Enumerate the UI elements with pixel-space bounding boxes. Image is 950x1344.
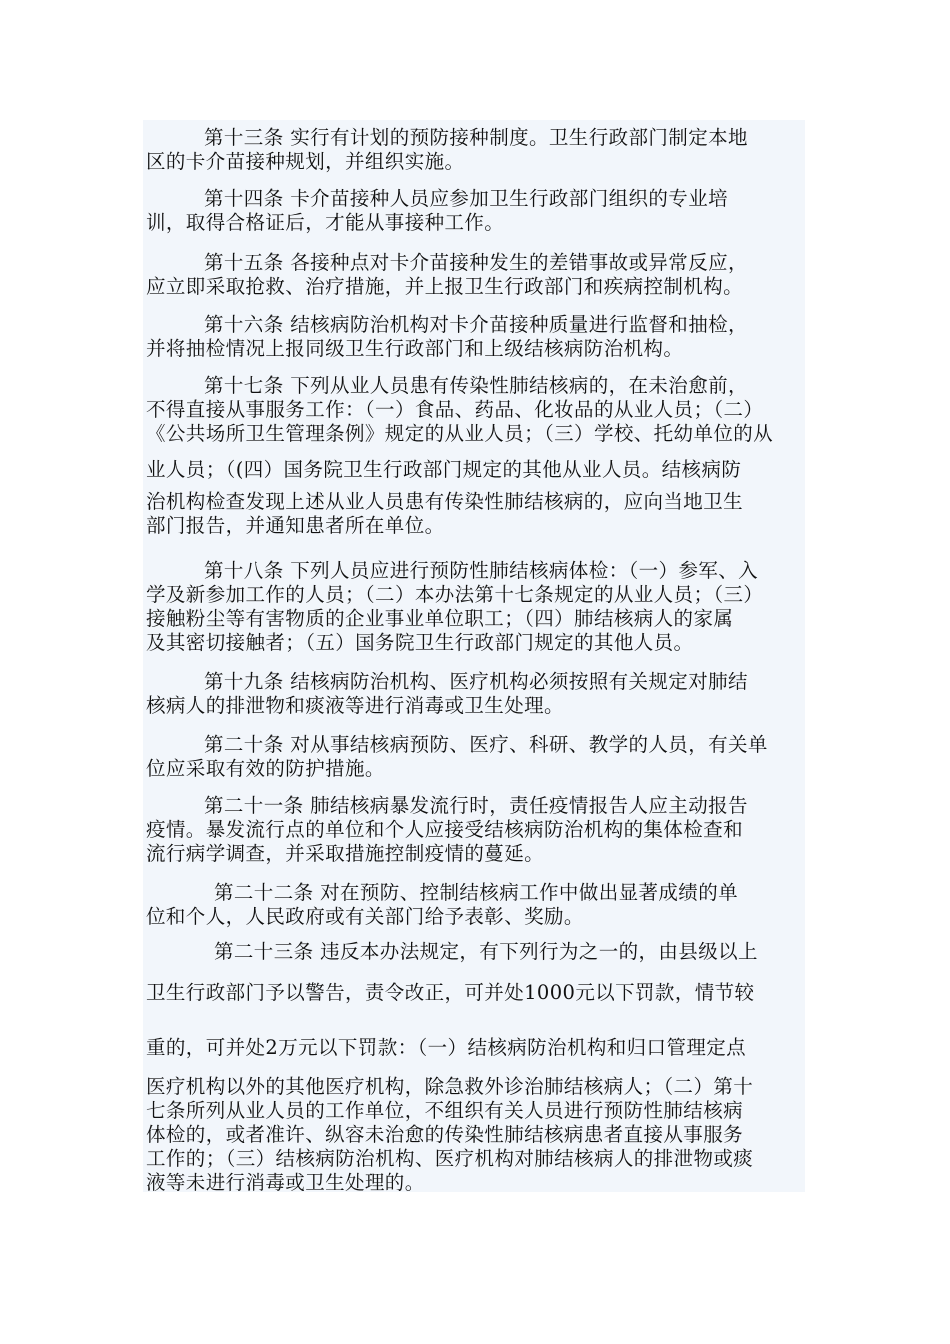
text-line: 部门报告，并通知患者所在单位。 bbox=[146, 514, 445, 537]
text-line: 工作的；（三）结核病防治机构、医疗机构对肺结核病人的排泄物或痰 bbox=[146, 1147, 754, 1170]
article-14 bbox=[146, 187, 806, 235]
text-line: 体检的，或者准许、纵容未治愈的传染性肺结核病患者直接从事服务 bbox=[146, 1123, 744, 1146]
text-line: 位应采取有效的防护措施。 bbox=[146, 757, 385, 780]
text-line: 液等未进行消毒或卫生处理的。 bbox=[146, 1171, 425, 1194]
text-line: 第十五条 各接种点对卡介苗接种发生的差错事故或异常反应， bbox=[204, 251, 748, 274]
text-line: 流行病学调查，并采取措施控制疫情的蔓延。 bbox=[146, 842, 545, 865]
text-line: 并将抽检情况上报同级卫生行政部门和上级结核病防治机构。 bbox=[146, 337, 684, 360]
article-17 bbox=[146, 374, 806, 538]
article-20 bbox=[146, 733, 806, 781]
text-line: 位和个人，人民政府或有关部门给予表彰、奖励。 bbox=[146, 905, 584, 928]
article-16 bbox=[146, 313, 806, 361]
text-line: 不得直接从事服务工作：（一）食品、药品、化妆品的从业人员；（二） bbox=[146, 398, 764, 421]
text-line: 第二十二条 对在预防、控制结核病工作中做出显著成绩的单 bbox=[214, 881, 738, 904]
text-line: 接触粉尘等有害物质的企业事业单位职工；（四）肺结核病人的家属 bbox=[146, 607, 734, 630]
text-line: 七条所列从业人员的工作单位，不组织有关人员进行预防性肺结核病 bbox=[146, 1099, 744, 1122]
text-line: 第十四条 卡介苗接种人员应参加卫生行政部门组织的专业培 bbox=[204, 187, 728, 210]
article-15 bbox=[146, 251, 806, 299]
text-line: 第十三条 实行有计划的预防接种制度。卫生行政部门制定本地 bbox=[204, 126, 748, 149]
text-line: 医疗机构以外的其他医疗机构，除急救外诊治肺结核病人；（二）第十 bbox=[146, 1075, 754, 1098]
text-line: 第十九条 结核病防治机构、医疗机构必须按照有关规定对肺结 bbox=[204, 670, 748, 693]
text-line: 训，取得合格证后，才能从事接种工作。 bbox=[146, 211, 505, 234]
text-line: 第二十条 对从事结核病预防、医疗、科研、教学的人员，有关单 bbox=[204, 733, 768, 756]
text-line: 应立即采取抢救、治疗措施，并上报卫生行政部门和疾病控制机构。 bbox=[146, 275, 744, 298]
text-line: 及其密切接触者；（五）国务院卫生行政部门规定的其他人员。 bbox=[146, 631, 694, 654]
article-21 bbox=[146, 794, 806, 866]
text-line: 第十六条 结核病防治机构对卡介苗接种质量进行监督和抽检， bbox=[204, 313, 748, 336]
text-line: 第二十三条 违反本办法规定，有下列行为之一的，由县级以上 bbox=[214, 940, 758, 963]
text-line: 区的卡介苗接种规划，并组织实施。 bbox=[146, 150, 465, 173]
text-line: 学及新参加工作的人员；（二）本办法第十七条规定的从业人员；（三） bbox=[146, 583, 764, 606]
text-line: 第二十一条 肺结核病暴发流行时，责任疫情报告人应主动报告 bbox=[204, 794, 748, 817]
text-line: 第十八条 下列人员应进行预防性肺结核病体检：（一）参军、入 bbox=[204, 559, 759, 582]
text-line: 核病人的排泄物和痰液等进行消毒或卫生处理。 bbox=[146, 694, 564, 717]
article-13 bbox=[146, 126, 806, 174]
article-22 bbox=[146, 881, 806, 929]
text-line: 治机构检查发现上述从业人员患有传染性肺结核病的，应向当地卫生 bbox=[146, 490, 744, 513]
text-line: 《公共场所卫生管理条例》规定的从业人员；（三）学校、托幼单位的从 bbox=[146, 422, 774, 445]
article-18 bbox=[146, 559, 806, 655]
text-line: 重的，可并处2万元以下罚款：（一）结核病防治机构和归口管理定点 bbox=[146, 1036, 747, 1059]
article-19 bbox=[146, 670, 806, 718]
article-23 bbox=[146, 940, 806, 1195]
text-line: 第十七条 下列从业人员患有传染性肺结核病的，在未治愈前， bbox=[204, 374, 748, 397]
text-line: 疫情。暴发流行点的单位和个人应接受结核病防治机构的集体检查和 bbox=[146, 818, 744, 841]
text-line: 业人员；（(四）国务院卫生行政部门规定的其他从业人员。结核病防 bbox=[146, 458, 742, 481]
text-line: 卫生行政部门予以警告，责令改正，可并处1000元以下罚款，情节较 bbox=[146, 981, 755, 1004]
